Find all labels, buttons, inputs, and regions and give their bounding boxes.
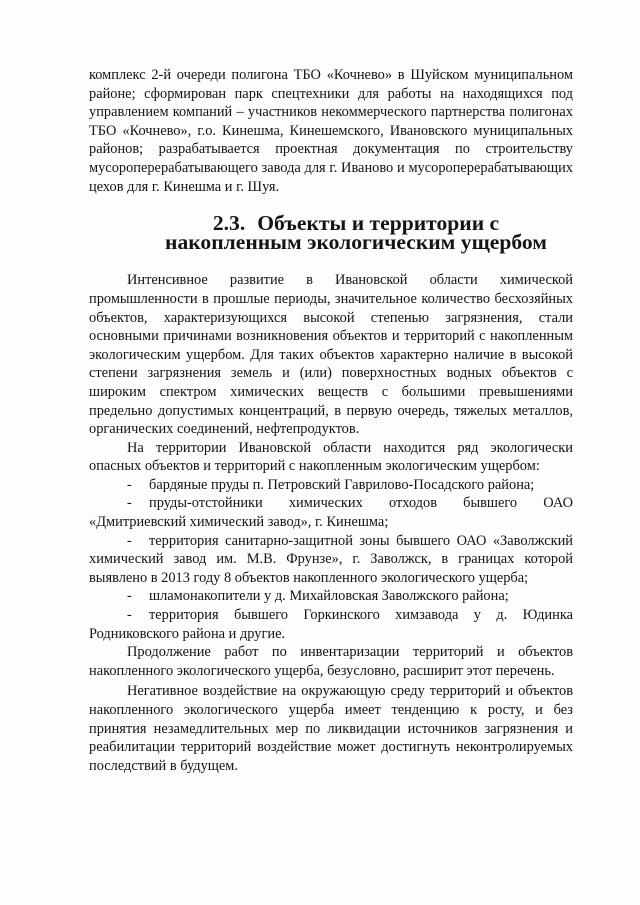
list-item-text: территория санитарно-защитной зоны бывшего ОАО «Заволжский химический завод им. М.В. Фрунзе», г. Заволжск, в границах которой выявлено в 2013 году 8 объектов накопленного экологического ущерба; xyxy=(89,532,573,586)
list-item xyxy=(89,494,573,531)
list-item xyxy=(89,606,573,643)
intro-paragraph: комплекс 2-й очереди полигона ТБО «Кочнево» в Шуйском муниципальном районе; сформирован парк спецтехники для работы на находящихся под управлением компаний – участников некоммерческого партнерства полигонах ТБО «Кочнево», г.о. Кинешма, Кинешемского, Ивановского муниципальных районов; разрабатывается проектная документация по строительству мусороперерабатывающего завода для г. Иваново и мусороперерабатывающих цехов для г. Кинешма и г. Шуя. xyxy=(89,67,573,195)
list-dash: - xyxy=(127,607,132,624)
list-dash: - xyxy=(127,476,132,493)
list-item-text: пруды-отстойники химических отходов бывшего ОАО «Дмитриевский химический завод», г. Кинешма; xyxy=(89,495,573,531)
paragraph-inventory: Продолжение работ по инвентаризации территорий и объектов накопленного экологического ущерба, безусловно, расширит этот перечень. xyxy=(89,644,573,679)
list-dash: - xyxy=(127,495,132,512)
section-heading xyxy=(89,211,573,254)
page-content xyxy=(89,66,573,775)
list-dash: - xyxy=(127,532,132,549)
list-item xyxy=(89,532,573,588)
paragraph-negative-impact: Негативное воздействие на окружающую среду территорий и объектов накопленного экологического ущерба имеет тенденцию к росту, и без принятия незамедлительных мер по ликвидации источников загрязнения и реабилитации территорий воздействие может достигнуть неконтролируемых последствий в будущем. xyxy=(89,683,573,774)
list-item xyxy=(89,587,573,606)
list-item-text: бардяные пруды п. Петровский Гаврилово-Посадского района; xyxy=(149,476,535,493)
objects-list xyxy=(89,476,573,643)
section-title: Объекты и территории с накопленным экологическим ущербом xyxy=(165,211,547,254)
paragraph-causes: Интенсивное развитие в Ивановской области химической промышленности в прошлые периоды, значительное количество бесхозяйных объектов, характеризующихся высокой степенью загрязнения, стали основными причинами возникновения объектов и территорий с накопленным экологическим ущербом. Для таких объектов характерно наличие в высокой степени загрязнения земель и (или) поверхностных водных объектов с широким спектром химических веществ с большими превышениями предельно допустимых концентраций, в первую очередь, тяжелых металлов, органических соединений, нефтепродуктов. xyxy=(89,272,573,438)
list-item-text: территория бывшего Горкинского химзавода у д. Юдинка Родниковского района и другие. xyxy=(89,607,573,642)
section-number: 2.3. xyxy=(212,211,246,236)
list-item xyxy=(89,476,573,495)
list-item-text: шламонакопители у д. Михайловская Заволжского района; xyxy=(149,588,509,605)
list-dash: - xyxy=(127,588,132,605)
paragraph-list-intro: На территории Ивановской области находится ряд экологически опасных объектов и территорий с накопленным экологическим ущербом: xyxy=(89,439,573,475)
